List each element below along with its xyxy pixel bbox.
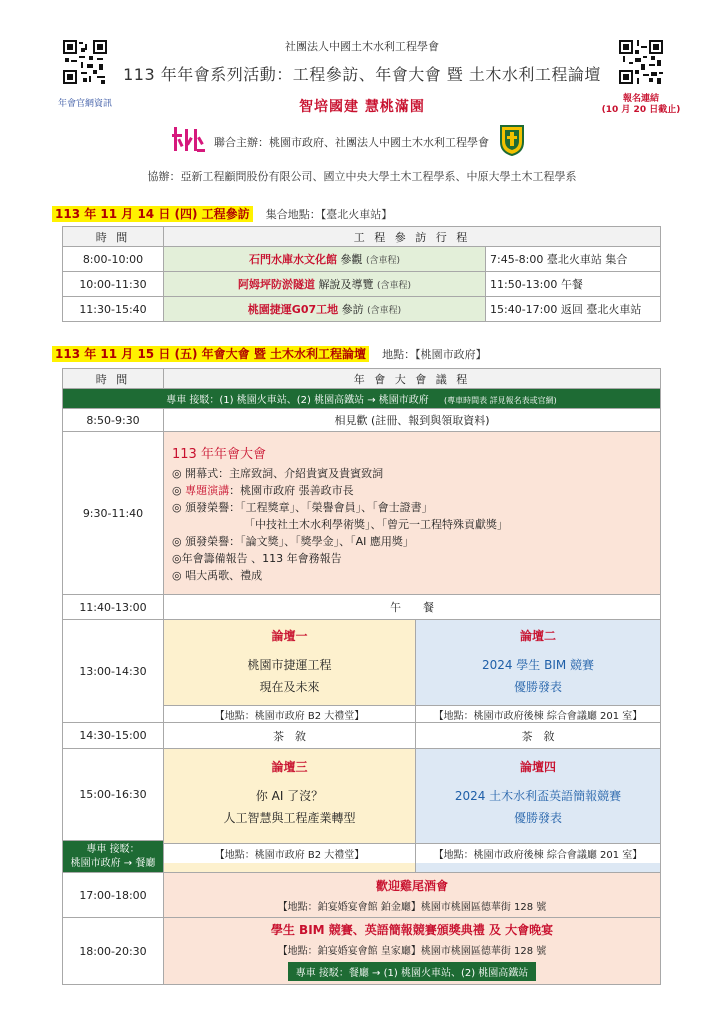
co-host-text: 協辦：亞新工程顧問股份有限公司、國立中央大學土木工程學系、中原大學土木工程學系 (147, 170, 577, 183)
day2-col-program: 年 會 大 會 議 程 (164, 369, 661, 389)
forum-1-title: 論壇一 (271, 629, 308, 643)
host-text: 聯合主辦：桃園市政府、社團法人中國土木水利工程學會 (214, 136, 489, 149)
forum-3 (164, 749, 416, 873)
visit-desc: 參訪 (338, 303, 368, 316)
side-time: 11:50-13:00 (490, 278, 558, 291)
day2-title: 113 年 11 月 15 日 (五) 年會大會 暨 土木水利工程論壇 (52, 346, 369, 362)
table-row (63, 873, 661, 918)
shuttle-inbound-note: (專車時間表 詳見報名表或官網) (444, 396, 557, 405)
forum-1 (164, 620, 416, 706)
forum-time-2: 15:00-16:30 (79, 788, 147, 801)
forum-3-line1: 你 AI 了沒？ (255, 789, 324, 803)
forum-1-location: 【地點：桃園市政府 B2 大禮堂】 (164, 706, 416, 723)
list-text: 頒發榮譽：「論文獎」、「獎學金」、「AI 應用獎」 (185, 534, 414, 548)
list-highlight: 專題演講 (185, 483, 230, 497)
day1-title: 113 年 11 月 14 日 (四) 工程參訪 (52, 206, 253, 222)
forum-3-title: 論壇三 (271, 760, 308, 774)
side-schedule (486, 247, 661, 272)
side-desc: 午餐 (557, 278, 583, 291)
forum-4 (416, 749, 661, 873)
table-row (63, 272, 661, 297)
dinner-title: 學生 BIM 競賽、英語簡報競賽頒獎典禮 及 大會晚宴 (270, 923, 554, 937)
tea-break-1: 茶 敘 (164, 723, 416, 749)
list-bullet: ◎ (172, 534, 186, 548)
forum-4-location: 【地點：桃園市政府後棟 綜合會議廳 201 室】 (416, 843, 660, 863)
shuttle-midday-line2: 桃園市政府 → 餐廳 (70, 857, 156, 869)
table-row (63, 723, 661, 749)
list-item (172, 482, 652, 499)
visit-name: 阿姆坪防淤隧道 (237, 278, 315, 291)
list-bullet: ◎ (172, 568, 186, 582)
row-time: 13:00-14:30 (63, 620, 164, 723)
visit-name: 桃園捷運G07工地 (247, 303, 339, 316)
list-item (172, 567, 652, 584)
list-text: 年會籌備報告 、113 年會務報告 (181, 551, 342, 565)
day1-col-time: 時 間 (63, 227, 164, 247)
forum-3-location: 【地點：桃園市政府 B2 大禮堂】 (164, 843, 415, 863)
reception: 相見歡 (註冊、報到與領取資料) (164, 409, 661, 432)
visit-item (164, 297, 486, 322)
shuttle-midday-line1: 專車 接駁： (86, 843, 140, 855)
organizer-name: 社團法人中國土木水利工程學會 (285, 40, 439, 53)
row-time: 11:40-13:00 (63, 595, 164, 620)
side-desc: 返回 臺北火車站 (557, 303, 642, 316)
assembly-title: 113 年年會大會 (172, 446, 266, 462)
list-item (172, 516, 652, 533)
table-row (63, 749, 661, 841)
visit-note: (含車程) (365, 256, 401, 266)
day1-col-program: 工 程 參 訪 行 程 (164, 227, 661, 247)
ciche-shield-icon (499, 124, 525, 160)
row-time: 11:30-15:40 (63, 297, 164, 322)
list-text: 唱大禹歌、禮成 (185, 568, 263, 582)
lunch: 午 餐 (164, 595, 661, 620)
day2-heading (52, 343, 487, 362)
row-time: 10:00-11:30 (63, 272, 164, 297)
forum-4-line1: 2024 土木水利盃英語簡報競賽 (454, 789, 622, 803)
cocktail-title: 歡迎雞尾酒會 (376, 879, 449, 893)
table-row (63, 247, 661, 272)
row-time: 17:00-18:00 (63, 873, 164, 918)
row-time: 9:30-11:40 (63, 432, 164, 595)
side-schedule (486, 272, 661, 297)
table-row (63, 409, 661, 432)
list-text: 開幕式：主席致詞、介紹貴賓及貴賓致詞 (185, 466, 384, 480)
visit-desc: 參觀 (336, 253, 366, 266)
list-item (172, 465, 652, 482)
forum-1-line2: 現在及未來 (259, 680, 320, 694)
host-row (172, 122, 525, 162)
day2-col-time: 時 間 (63, 369, 164, 389)
dinner-block (164, 918, 661, 985)
slogan: 智培國建 慧桃滿園 (299, 99, 425, 115)
row-time: 18:00-20:30 (63, 918, 164, 985)
forum-2-line2: 優勝發表 (514, 680, 563, 694)
qr-right-caption-line1: 報名連結 (622, 94, 659, 104)
list-item (172, 533, 652, 550)
list-item (172, 499, 652, 516)
forum-2-line1: 2024 學生 BIM 競賽 (481, 658, 595, 672)
list-bullet: ◎ (172, 466, 186, 480)
visit-desc: 解說及導覽 (314, 278, 377, 291)
day2-location: 地點：【桃園市政府】 (382, 348, 487, 361)
qr-left-caption: 年會官網資訊 (57, 99, 112, 109)
cocktail-location: 【地點：鉑宴婚宴會館 鉑金廳】桃園市桃園區德華街 128 號 (277, 902, 547, 913)
visit-item (164, 247, 486, 272)
cocktail-block (164, 873, 661, 918)
side-time: 15:40-17:00 (490, 303, 558, 316)
forum-2-location: 【地點：桃園市政府後棟 綜合會議廳 201 室】 (416, 706, 661, 723)
table-row (63, 297, 661, 322)
side-desc: 臺北火車站 集合 (543, 253, 628, 266)
day1-location: 集合地點：【臺北火車站】 (265, 208, 393, 221)
visit-note: (含車程) (376, 281, 412, 291)
forum-4-line2: 優勝發表 (514, 811, 563, 825)
list-text: 「中技社土木水利學術獎」、「曾元一工程特殊貢獻獎」 (244, 517, 508, 531)
forum-1-line1: 桃園市捷運工程 (247, 658, 332, 672)
shuttle-inbound-text: 專車 接駁：(1) 桃園火車站、(2) 桃園高鐵站 → 桃園市政府 (166, 395, 429, 406)
forum-3-line2: 人工智慧與工程產業轉型 (223, 811, 356, 825)
tea-break-2: 茶 敘 (416, 723, 661, 749)
day1-table (62, 226, 661, 322)
shuttle-midday (63, 841, 164, 873)
row-time (63, 749, 164, 841)
shuttle-inbound (63, 389, 661, 409)
dinner-location: 【地點：鉑宴婚宴會館 皇家廳】桃園市桃園區德華街 128 號 (277, 946, 547, 957)
table-row (63, 918, 661, 985)
visit-name: 石門水庫水文化館 (248, 253, 337, 266)
table-row (63, 432, 661, 595)
table-row (63, 595, 661, 620)
day2-table (62, 368, 661, 985)
table-row (63, 620, 661, 706)
list-bullet: ◎ (172, 483, 186, 497)
day1-heading (52, 203, 392, 222)
side-schedule (486, 297, 661, 322)
forum-4-title: 論壇四 (520, 760, 557, 774)
page-title: 113 年年會系列活動：工程參訪、年會大會 暨 土木水利工程論壇 (123, 65, 601, 84)
row-time: 8:50-9:30 (63, 409, 164, 432)
list-text: 頒發榮譽：「工程獎章」、「榮譽會員」、「會士證書」 (185, 500, 433, 514)
row-time: 14:30-15:00 (63, 723, 164, 749)
shuttle-outbound: 專車 接駁：餐廳 → (1) 桃園火車站、(2) 桃園高鐵站 (288, 962, 537, 981)
assembly-block (164, 432, 661, 595)
list-text: ：桃園市政府 張善政市長 (229, 483, 354, 497)
side-time: 7:45-8:00 (490, 253, 544, 266)
forum-2 (416, 620, 661, 706)
taoyuan-logo-icon (172, 125, 206, 159)
list-bullet: ◎ (172, 500, 186, 514)
list-item (172, 550, 652, 567)
qr-right-caption-line2: (10 月 20 日截止) (601, 105, 681, 115)
forum-2-title: 論壇二 (520, 629, 557, 643)
visit-item (164, 272, 486, 297)
list-bullet: ◎ (172, 551, 182, 565)
visit-note: (含車程) (367, 306, 402, 316)
row-time: 8:00-10:00 (63, 247, 164, 272)
